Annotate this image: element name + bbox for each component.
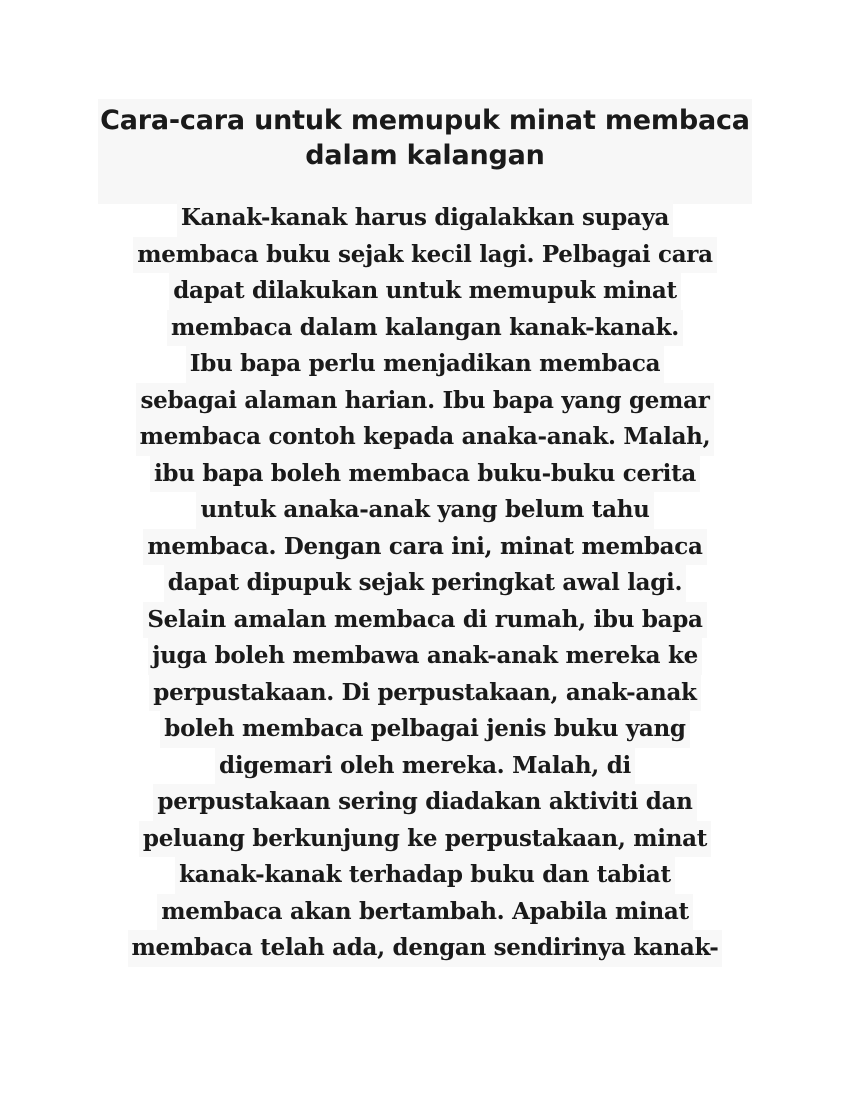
body-line: peluang berkunjung ke perpustakaan, minat: [139, 821, 711, 858]
body-line: membaca buku sejak kecil lagi. Pelbagai cara: [133, 237, 716, 274]
body-line: digemari oleh mereka. Malah, di: [215, 748, 635, 785]
title-line: Cara-cara untuk memupuk minat membaca: [100, 105, 750, 136]
body-line: ibu bapa boleh membaca buku-buku cerita: [150, 456, 700, 493]
body-line: membaca dalam kalangan kanak-kanak.: [167, 310, 683, 347]
body-line: perpustakaan sering diadakan aktiviti dan: [153, 784, 696, 821]
body-line: Kanak-kanak harus digalakkan supaya: [177, 200, 673, 237]
body-line: dapat dipupuk sejak peringkat awal lagi.: [164, 565, 686, 602]
body-line: perpustakaan. Di perpustakaan, anak-anak: [149, 675, 700, 712]
body-line: membaca contoh kepada anaka-anak. Malah,: [136, 419, 715, 456]
body-line: boleh membaca pelbagai jenis buku yang: [160, 711, 689, 748]
page-title: [98, 99, 752, 173]
body-line: kanak-kanak terhadap buku dan tabiat: [175, 857, 675, 894]
body-line: membaca akan bertambah. Apabila minat: [157, 894, 693, 931]
body-line: dapat dilakukan untuk memupuk minat: [169, 273, 681, 310]
body-line: juga boleh membawa anak-anak mereka ke: [148, 638, 702, 675]
body-line: untuk anaka-anak yang belum tahu: [196, 492, 653, 529]
body-line: Selain amalan membaca di rumah, ibu bapa: [143, 602, 706, 639]
body-line: membaca. Dengan cara ini, minat membaca: [143, 529, 706, 566]
body-text: [98, 200, 752, 967]
body-line: sebagai alaman harian. Ibu bapa yang gemar: [136, 383, 713, 420]
title-box: [98, 99, 752, 204]
body-line: membaca telah ada, dengan sendirinya kanak-: [128, 930, 723, 967]
body-line: Ibu bapa perlu menjadikan membaca: [186, 346, 664, 383]
title-line: dalam kalangan: [305, 140, 545, 171]
